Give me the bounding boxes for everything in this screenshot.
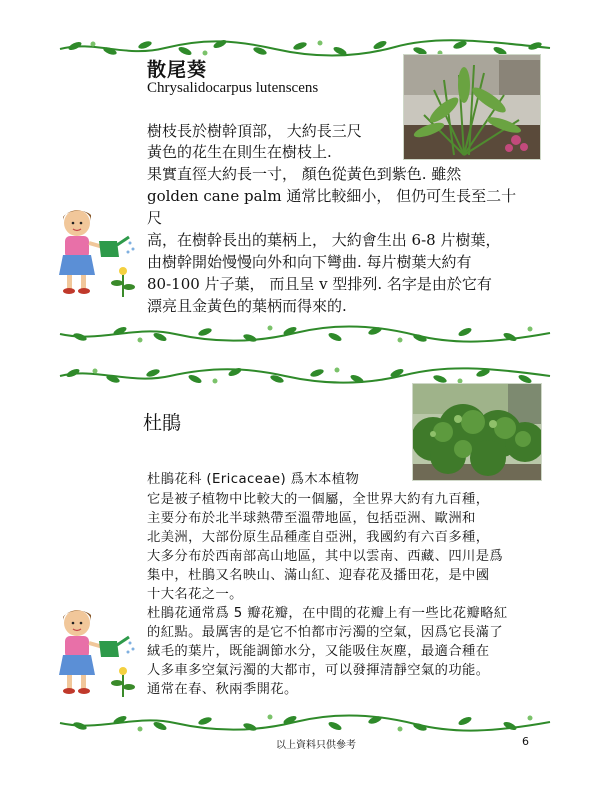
plant-title-2: 杜鵑 <box>143 412 182 434</box>
para1-line-7: 由樹幹開始慢慢向外和向下彎曲. 每片樹葉大約有 <box>147 253 472 271</box>
para2-line-1: 杜鵑花科 (Ericaceae) 爲木本植物 <box>147 472 360 487</box>
girl-watering-icon <box>55 605 140 700</box>
page-number: 6 <box>522 735 529 748</box>
para2-line-3: 主要分布於北半球熱帶至溫帶地區，包括亞洲、歐洲和 <box>147 511 476 526</box>
para2-line-10: 絨毛的葉片，既能調節水分，又能吸住灰塵，最適合種在 <box>147 644 490 659</box>
para1-line-4: golden cane palm 通常比較細小， 但仍可生長至二十 <box>147 187 517 205</box>
para2-line-7: 十大名花之一。 <box>147 587 243 602</box>
para1-line-1: 樹枝長於樹幹頂部， 大約長三尺 <box>147 122 362 140</box>
girl-watering-icon <box>55 205 140 300</box>
para2-line-6: 集中，杜鵑又名映山、滿山紅、迎春花及播田花，是中國 <box>147 568 490 583</box>
para1-line-5: 尺 <box>147 209 163 227</box>
palm-photo <box>403 54 541 160</box>
vine-divider-middle <box>55 323 555 345</box>
para2-line-2: 它是被子植物中比較大的一個屬，全世界大約有九百種， <box>147 492 490 507</box>
para1-line-8: 80-100 片子葉， 而且呈 v 型排列. 名字是由於它有 <box>147 275 492 293</box>
footer-note: 以上資料只供參考 <box>276 740 356 751</box>
para2-line-4: 北美洲，大部份原生品種產自亞洲，我國約有六百多種， <box>147 530 490 545</box>
para2-line-9: 的紅點。最厲害的是它不怕都市污濁的空氣，因爲它長滿了 <box>147 625 504 640</box>
para2-line-8: 杜鵑花通常爲 5 瓣花瓣，在中間的花瓣上有一些比花瓣略紅 <box>147 606 508 621</box>
plant-title-1: 散尾葵 <box>147 59 208 81</box>
para2-line-11: 人多車多空氣污濁的大都市，可以發揮清靜空氣的功能。 <box>147 663 490 678</box>
azalea-photo <box>412 383 542 481</box>
para2-line-12: 通常在春、秋兩季開花。 <box>147 682 298 697</box>
para1-line-3: 果實直徑大約長一寸， 顏色從黃色到紫色. 雖然 <box>147 165 462 183</box>
vine-divider-bottom <box>55 712 555 734</box>
para1-line-6: 高，在樹幹長出的葉柄上， 大約會生出 6-8 片樹葉， <box>147 231 501 249</box>
latin-name: Chrysalidocarpus lutenscens <box>147 80 319 96</box>
para1-line-2: 黃色的花生在則生在樹枝上. <box>147 143 332 161</box>
para1-line-9: 漂亮且金黃色的葉柄而得來的. <box>147 297 347 315</box>
para2-line-5: 大多分布於西南部高山地區，其中以雲南、西藏、四川是爲 <box>147 549 504 564</box>
